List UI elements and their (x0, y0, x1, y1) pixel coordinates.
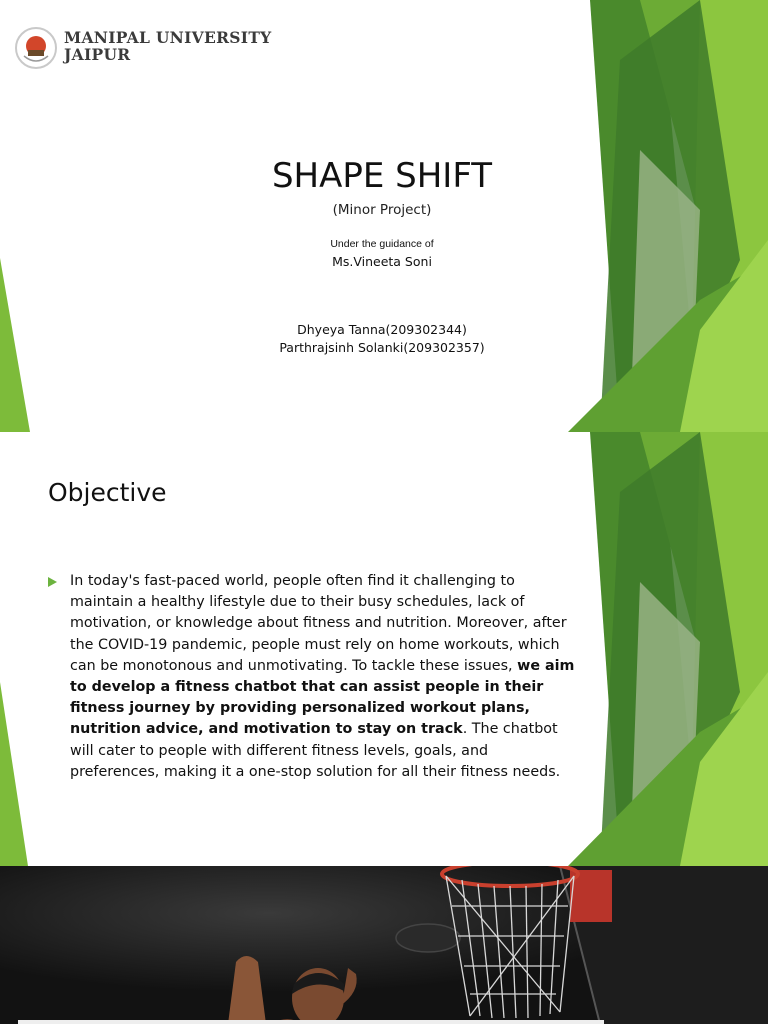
basketball-photo-slide (0, 866, 768, 1024)
logo-text-line2: JAIPUR (64, 45, 131, 64)
logo-text-line1: MANIPAL UNIVERSITY (64, 28, 272, 47)
left-green-sliver (0, 258, 30, 432)
objective-text-part2: . The chatbot will cater to people with different fitness levels, goals, and preferences, making it a one-stop solution for all their fitness needs. (70, 721, 561, 780)
university-logo (14, 26, 274, 70)
university-seal-icon (14, 26, 58, 70)
guide-name: Ms.Vineeta Soni (332, 254, 432, 269)
presentation-subtitle: (Minor Project) (332, 202, 432, 218)
presentation-title: SHAPE SHIFT (271, 156, 493, 196)
objective-heading: Objective (48, 478, 167, 507)
author-1: Dhyeya Tanna(209302344) (297, 322, 467, 337)
bullet-arrow-icon (48, 577, 57, 587)
caption-strip (18, 1020, 604, 1024)
objective-text-bold: we aim to develop a fitness chatbot that can assist people in their fitness journey by providing personalized workout plans, nutrition advice, and motivation to stay on track (70, 657, 575, 738)
objective-slide (0, 432, 768, 866)
objective-text-part1: In today's fast-paced world, people often find it challenging to maintain a healthy lifestyle due to their busy schedules, lack of motivation, or knowledge about fitness and nutrition. Moreover, after the COVID-19 pandemic, people must rely on home workouts, which can be monotonous and unmotivating. To tackle these issues, (70, 573, 567, 674)
title-slide (0, 0, 768, 432)
left-green-sliver (0, 682, 28, 866)
ceiling-light (396, 924, 460, 952)
objective-paragraph (70, 571, 580, 783)
guidance-label: Under the guidance of (330, 238, 434, 250)
basketball-photo (0, 866, 768, 1024)
author-2: Parthrajsinh Solanki(209302357) (279, 340, 485, 355)
